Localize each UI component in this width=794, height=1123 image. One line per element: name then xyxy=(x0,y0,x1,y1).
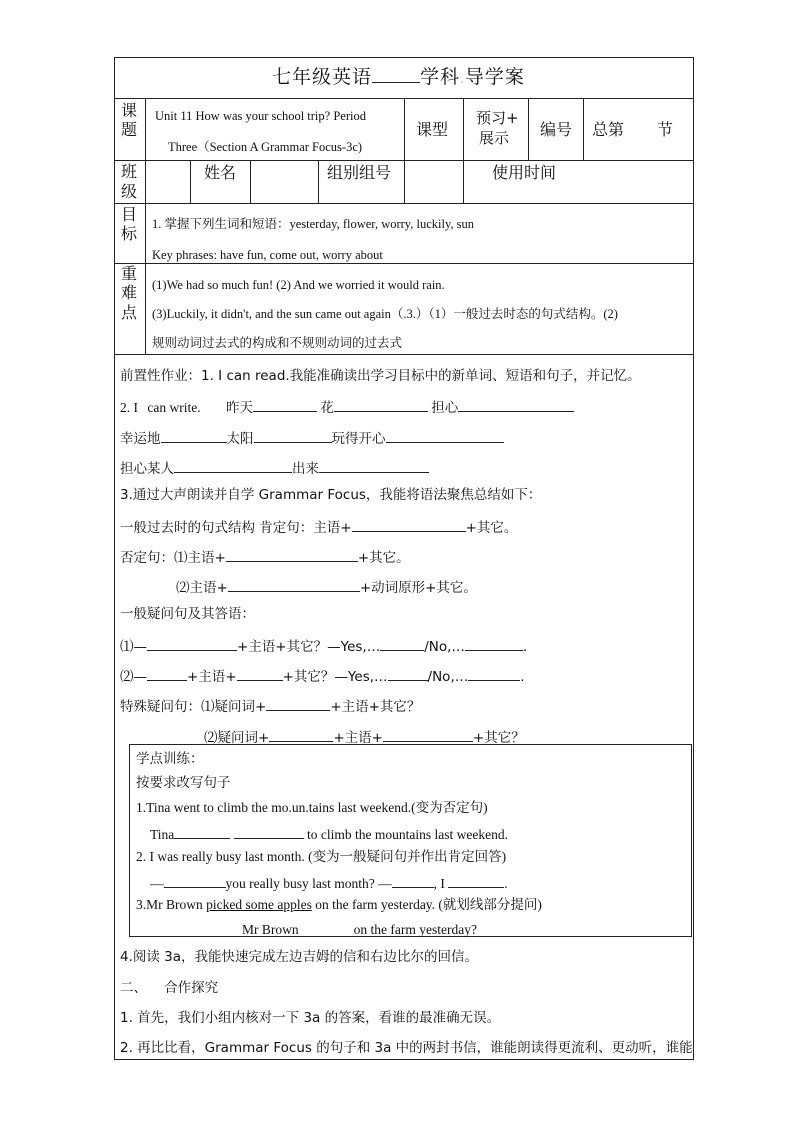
row2-col1 xyxy=(190,160,191,203)
row2-label-1: 班 xyxy=(121,162,138,181)
negative2-text: ⑵主语+ xyxy=(176,580,228,596)
blank-flower[interactable] xyxy=(334,399,428,412)
grammar-intro: 3.通过大声朗读并自学 Grammar Focus，我能将语法聚焦总结如下： xyxy=(120,487,542,503)
negative1-text: 否定句：⑴主语+ xyxy=(120,550,226,566)
negative-line2 xyxy=(176,579,477,596)
keypoints-line2: (3)Luckily, it didn't, and the sun came out again（.3.）（1）一般过去时态的句式结构。(2) xyxy=(152,307,618,321)
name-label: 姓名 xyxy=(204,163,237,182)
row1-label-2: 题 xyxy=(121,120,138,139)
practice-q3 xyxy=(136,898,542,912)
q1-subject: Tina xyxy=(150,827,175,842)
practice-q1: 1.Tina went to climb the mo.un.tains last weekend.(变为否定句) xyxy=(136,800,488,815)
blank-luckily[interactable] xyxy=(161,430,227,443)
practice-title: 学点训练： xyxy=(136,751,204,767)
blank-worry[interactable] xyxy=(458,399,574,412)
blank-q1-2[interactable] xyxy=(234,826,304,839)
q3-underlined: picked some apples xyxy=(206,897,312,912)
keypoints-line1: (1)We had so much fun! (2) And we worried it would rain. xyxy=(152,278,445,292)
row4-label-3: 点 xyxy=(121,303,138,322)
yn2-b: +主语+ xyxy=(187,669,237,685)
practice-q1-answer xyxy=(150,826,508,842)
yes-no-heading: 一般疑问句及其答语： xyxy=(120,606,255,622)
can-write-mid: can write. xyxy=(147,400,201,415)
wh1-b: +主语+其它？ xyxy=(330,699,421,715)
blank-wh2-mid[interactable] xyxy=(383,729,473,742)
blank-q1-1[interactable] xyxy=(174,826,230,839)
blank-sun[interactable] xyxy=(254,430,332,443)
row4-label-2: 难 xyxy=(121,283,138,302)
blank-havefun[interactable] xyxy=(386,430,504,443)
wh1-a: 特殊疑问句：⑴疑问词+ xyxy=(120,699,267,715)
keypoints-line3: 规则动词过去式的构成和不规则动词的过去式 xyxy=(152,335,403,350)
blank-q2-2[interactable] xyxy=(392,875,434,888)
blank-yn1-verb[interactable] xyxy=(147,638,237,651)
blank-wh1[interactable] xyxy=(266,698,330,711)
blank-wh2-verb[interactable] xyxy=(269,729,333,742)
yn1-b: +主语+其它？—Yes,… xyxy=(237,639,381,655)
blank-yn2-verb[interactable] xyxy=(147,668,187,681)
can-write-start: 2. I xyxy=(120,400,138,415)
can-write-line xyxy=(120,399,574,416)
type-label: 课型 xyxy=(416,120,449,139)
row2-col5 xyxy=(463,160,464,203)
number-label: 编号 xyxy=(540,120,573,139)
wh2-c: +其它？ xyxy=(472,730,525,746)
word-comeout: 出来 xyxy=(292,461,319,477)
word-flower: 花 xyxy=(320,400,334,416)
practice-q3-answer xyxy=(242,923,477,937)
blank-affirmative[interactable] xyxy=(352,519,466,532)
word-sun: 太阳 xyxy=(226,431,254,447)
q3-d: Mr Brown xyxy=(242,922,299,937)
yn2-d: /No,… xyxy=(427,669,469,685)
section-two-title: 合作探究 xyxy=(164,980,219,996)
lesson-title-line2: Three（Section A Grammar Focus-3c) xyxy=(168,140,363,154)
yes-no-line2 xyxy=(120,668,525,685)
word-worryabout: 担心某人 xyxy=(120,461,174,477)
type-value-1: 预习+ xyxy=(476,109,519,127)
practice-q2: 2. I was really busy last month. (变为一般疑问句并作出肯定回答) xyxy=(136,849,507,864)
group-label: 组别组号 xyxy=(327,163,392,182)
row3-label-1: 目 xyxy=(121,205,138,224)
blank-q2-1[interactable] xyxy=(164,875,226,888)
title-course: 学科 xyxy=(420,66,461,88)
q2-mid: you really busy last month? — xyxy=(225,876,392,891)
blank-yn2-yes[interactable] xyxy=(388,668,428,681)
row4-label-1: 重 xyxy=(121,264,138,283)
label-col-rule xyxy=(145,98,146,354)
blank-yn1-yes[interactable] xyxy=(380,638,424,651)
objectives-line1: 1. 掌握下列生词和短语：yesterday, flower, worry, luckily, sun xyxy=(152,217,475,231)
total-label: 总第 xyxy=(592,120,625,139)
q2-i: , I xyxy=(433,876,445,891)
vocab-line2 xyxy=(120,430,504,447)
title-end: 导学案 xyxy=(464,66,525,88)
type-value-2: 展示 xyxy=(479,129,510,147)
section-label: 节 xyxy=(657,120,674,139)
objectives-line2: Key phrases: have fun, come out, worry about xyxy=(152,248,383,262)
yn1-a: ⑴— xyxy=(120,639,147,655)
q3-a: 3.Mr Brown xyxy=(136,897,203,912)
q2-dash: — xyxy=(150,876,164,891)
word-worry: 担心 xyxy=(431,400,459,416)
yn2-a: ⑵— xyxy=(120,669,147,685)
negative2-end: +动词原形+其它。 xyxy=(359,580,477,596)
yn1-d: . xyxy=(522,639,528,655)
section-two-heading xyxy=(120,982,218,996)
reading-task: 4.阅读 3a，我能快速完成左边吉姆的信和右边比尔的回信。 xyxy=(120,949,479,965)
blank-negative2[interactable] xyxy=(228,579,360,592)
time-label: 使用时间 xyxy=(492,163,557,182)
blank-yn2-no[interactable] xyxy=(468,668,520,681)
rule-row4 xyxy=(114,354,694,355)
page-title xyxy=(272,68,525,87)
negative1-end: +其它。 xyxy=(357,550,410,566)
blank-yn1-no[interactable] xyxy=(465,638,523,651)
title-subject: 七年级英语 xyxy=(272,66,373,88)
word-yesterday: 昨天 xyxy=(225,400,253,416)
title-blank xyxy=(372,70,420,83)
word-havefun: 玩得开心 xyxy=(331,431,386,447)
yn2-c: +其它？—Yes,… xyxy=(282,669,388,685)
blank-comeout[interactable] xyxy=(319,460,429,473)
blank-worryabout[interactable] xyxy=(174,460,292,473)
wh2-a: ⑵疑问词+ xyxy=(204,730,270,746)
coop-step2: 2. 再比比看，Grammar Focus 的句子和 3a 中的两封书信，谁能朗读得更流利、更动听，谁能 xyxy=(120,1040,693,1056)
blank-yn2-mid[interactable] xyxy=(237,668,283,681)
coop-step1: 1. 首先，我们小组内核对一下 3a 的答案，看谁的最准确无误。 xyxy=(120,1010,501,1026)
word-luckily: 幸运地 xyxy=(120,431,161,447)
row1-col3 xyxy=(463,98,464,160)
title-dot: . xyxy=(460,72,465,86)
practice-subtitle: 按要求改写句子 xyxy=(136,775,231,791)
row2-label-2: 级 xyxy=(121,182,138,201)
practice-q2-answer xyxy=(150,875,508,891)
blank-yesterday[interactable] xyxy=(253,399,317,412)
blank-negative1[interactable] xyxy=(226,549,358,562)
row3-label-2: 标 xyxy=(121,224,138,243)
affirmative-text: 一般过去时的句式结构 肯定句：主语+ xyxy=(120,520,352,536)
row1-label-1: 课 xyxy=(121,101,138,120)
blank-q2-3[interactable] xyxy=(448,875,504,888)
row1-col2 xyxy=(404,98,405,160)
row2-col4 xyxy=(404,160,405,203)
vocab-line3 xyxy=(120,460,429,477)
q1-rest: to climb the mountains last weekend. xyxy=(307,827,508,842)
row1-col4 xyxy=(528,98,529,160)
section-two-number: 二、 xyxy=(120,980,147,996)
affirmative-end: +其它。 xyxy=(465,520,518,536)
affirmative-line xyxy=(120,519,517,536)
q3-c: on the farm yesterday. (就划线部分提问) xyxy=(315,897,542,912)
q2-end: . xyxy=(504,876,508,891)
wh-question-line1 xyxy=(120,698,420,715)
negative-line1 xyxy=(120,549,410,566)
yn2-e: . xyxy=(520,669,525,685)
q3-e: on the farm yesterday? xyxy=(353,922,477,937)
row2-col3 xyxy=(318,160,319,203)
wh2-b: +主语+ xyxy=(333,730,383,746)
yes-no-line1 xyxy=(120,638,527,655)
row2-col2 xyxy=(250,160,251,203)
lesson-title-line1: Unit 11 How was your school trip? Period xyxy=(155,109,366,123)
yn1-c: /No,… xyxy=(424,639,465,655)
rule-row3 xyxy=(114,263,694,264)
row1-col5 xyxy=(583,98,584,160)
rule-row2 xyxy=(114,203,694,204)
prep-homework: 前置性作业：1. I can read.我能准确读出学习目标中的新单词、短语和句子，并记忆。 xyxy=(120,368,641,384)
